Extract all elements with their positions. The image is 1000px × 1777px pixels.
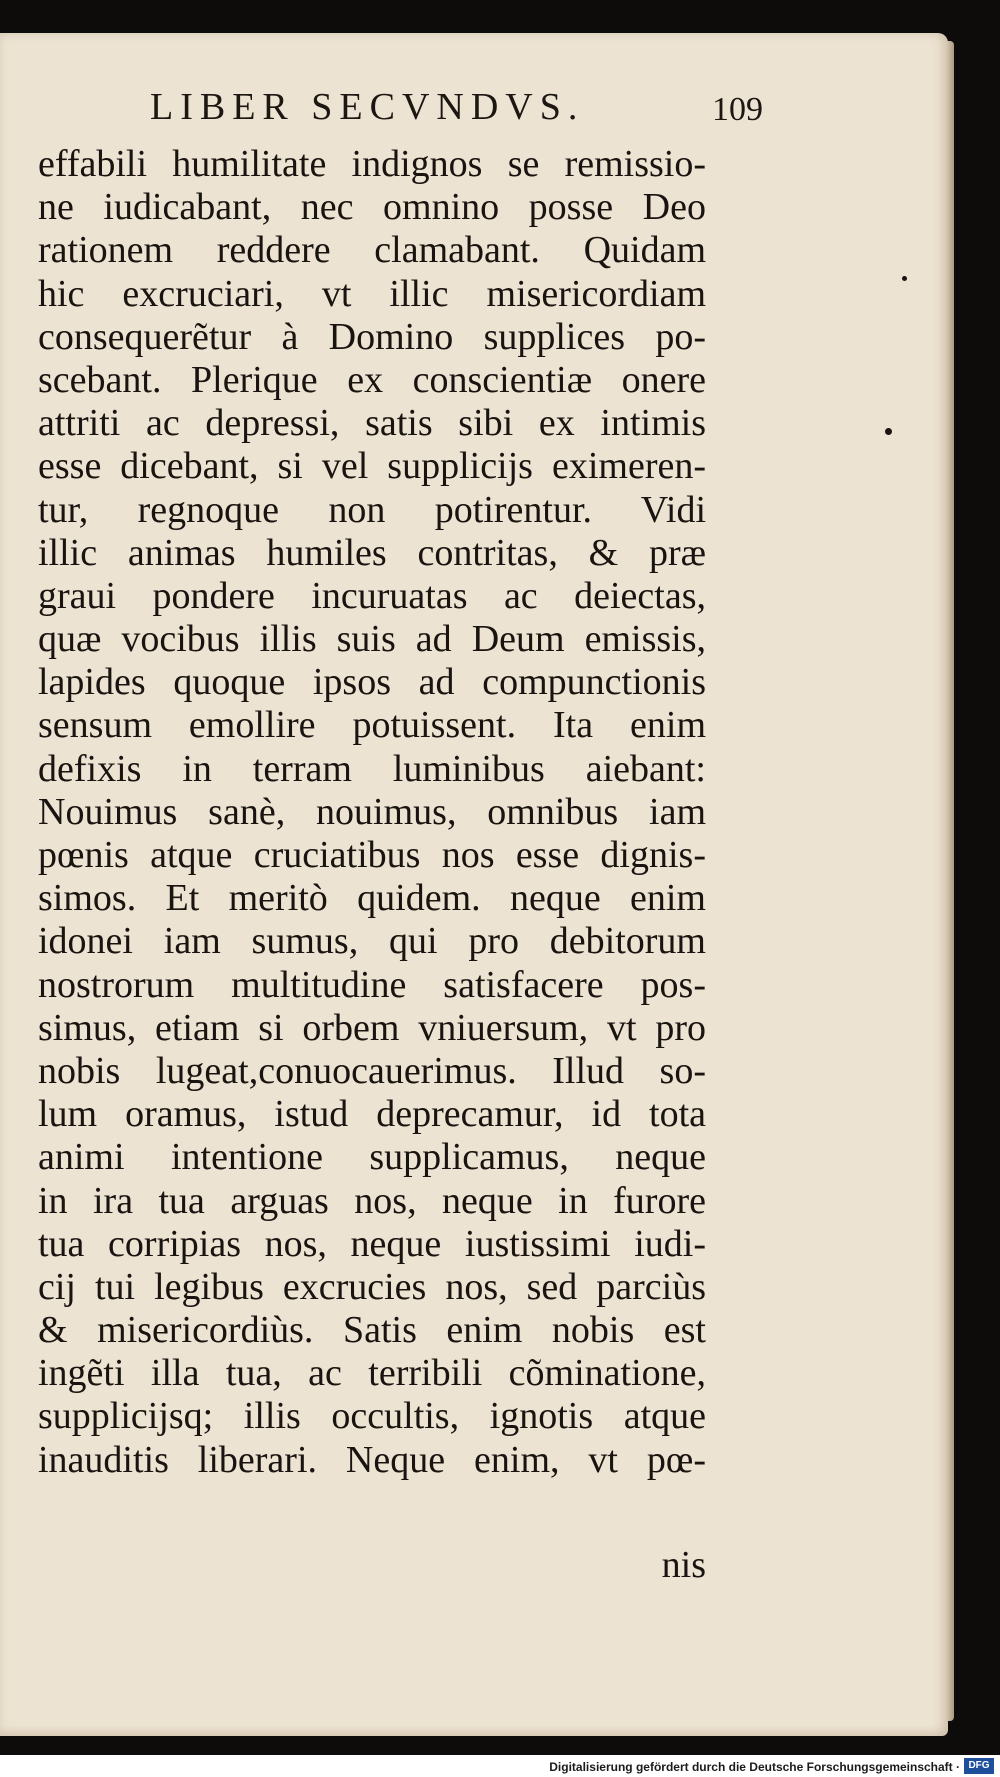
- text-line: lapides quoque ipsos ad compunctionis: [38, 661, 706, 704]
- text-line: hic excruciari, vt illic misericordiam: [38, 272, 706, 315]
- ink-speck: [885, 428, 892, 435]
- text-line: sensum emollire potuissent. Ita enim: [38, 704, 706, 747]
- catchword: nis: [661, 1544, 706, 1586]
- text-line: graui pondere incuruatas ac deiectas,: [38, 574, 706, 617]
- text-line: ne iudicabant, nec omnino posse Deo: [38, 186, 706, 229]
- text-line: attriti ac depressi, satis sibi ex intimis: [38, 402, 706, 445]
- text-line: Nouimus sanè, nouimus, omnibus iam: [38, 790, 706, 833]
- text-line: consequerẽtur à Domino supplices po-: [38, 315, 706, 358]
- text-line: tua corripias nos, neque iustissimi iudi-: [38, 1222, 706, 1265]
- text-line: defixis in terram luminibus aiebant:: [38, 747, 706, 790]
- footer-credit: Digitalisierung gefördert durch die Deutsche Forschungsgemeinschaft ·: [549, 1760, 960, 1774]
- text-line: illic animas humiles contritas, & præ: [38, 531, 706, 574]
- text-line: scebant. Plerique ex conscientiæ onere: [38, 358, 706, 401]
- text-line: inauditis liberari. Neque enim, vt pœ-: [38, 1438, 706, 1481]
- text-line: cij tui legibus excrucies nos, sed parciùs: [38, 1265, 706, 1308]
- text-line: lum oramus, istud deprecamur, id tota: [38, 1093, 706, 1136]
- text-line: simus, etiam si orbem vniuersum, vt pro: [38, 1006, 706, 1049]
- text-line: simos. Et meritò quidem. neque enim: [38, 877, 706, 920]
- text-line: rationem reddere clamabant. Quidam: [38, 229, 706, 272]
- text-line: in ira tua arguas nos, neque in furore: [38, 1179, 706, 1222]
- running-head: LIBER SECVNDVS.: [150, 86, 585, 128]
- text-line: tur, regnoque non potirentur. Vidi: [38, 488, 706, 531]
- text-line: pœnis atque cruciatibus nos esse dignis-: [38, 834, 706, 876]
- text-line: & misericordiùs. Satis enim nobis est: [38, 1309, 706, 1352]
- text-line: ingẽti illa tua, ac terribili cõminatione,: [38, 1352, 706, 1395]
- body-text: [38, 143, 706, 1482]
- text-line: supplicijsq; illis occultis, ignotis atque: [38, 1395, 706, 1438]
- page-number: 109: [712, 91, 763, 128]
- page-edge: [946, 41, 954, 1721]
- ink-speck: [902, 276, 907, 281]
- text-line: idonei iam sumus, qui pro debitorum: [38, 920, 706, 963]
- book-page: [0, 33, 948, 1736]
- dfg-logo: DFG: [964, 1758, 994, 1774]
- text-line: nostrorum multitudine satisfacere pos-: [38, 963, 706, 1006]
- text-line: esse dicebant, si vel supplicijs eximeren-: [38, 445, 706, 488]
- text-line: effabili humilitate indignos se remissio-: [38, 143, 706, 185]
- text-line: nobis lugeat,conuocauerimus. Illud so-: [38, 1049, 706, 1092]
- text-line: quæ vocibus illis suis ad Deum emissis,: [38, 618, 706, 661]
- text-line: animi intentione supplicamus, neque: [38, 1136, 706, 1179]
- footer-bar: [0, 1755, 1000, 1777]
